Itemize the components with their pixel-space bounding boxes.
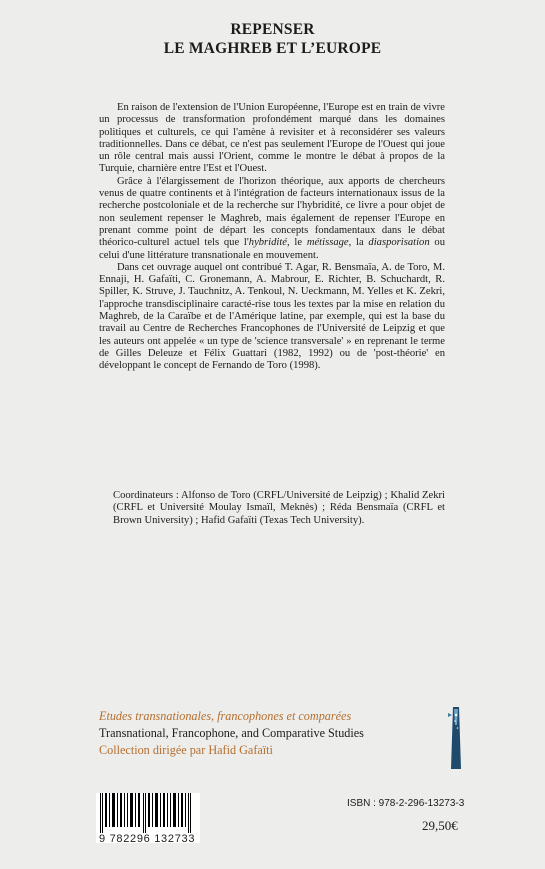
price: 29,50€ [422,818,458,833]
coordinators-note: Coordinateurs : Alfonso de Toro (CRFL/Université de Leipzig) ; Khalid Zekri (CRFL et Université Moulay Ismaïl, Meknès) ; Réda Bensmaïa (CRFL et Brown University) ; Hafid Gafaïti (Texas Tech University). [113,490,445,526]
back-cover-blurb [99,102,445,373]
paragraph-2-text: Grâce à l'élargissement de l'horizon théorique, aux apports de chercheurs venus de quatre continents et à l'intégration de facteurs internationaux issus de la recherche postcoloniale et de la recherche sur l'hybridité, ce livre a pour objet de non seulement repenser le Maghreb, mais également de repenser l'Europe en prenant comme point de départ les concepts fondamentaux dans le débat théorico-culturel actuel tels que l' [99,175,445,249]
publisher-logo-icon [445,703,467,773]
book-title [0,20,545,58]
separator: , la [348,237,369,249]
term-diasporisation: diasporisation [368,237,430,249]
series-title-english: Transnational, Francophone, and Comparative Studies [99,726,364,740]
barcode-icon [96,793,200,833]
title-line-2: LE MAGHREB ET L’EUROPE [163,40,382,57]
term-metissage: métissage [306,237,349,249]
barcode-number: 9 782296 132733 [99,833,196,845]
paragraph-2-end: ou celui d'une littérature transnationale en mouvement. [99,237,446,261]
series-director: Collection dirigée par Hafid Gafaïti [99,743,273,757]
title-line-1: REPENSER [230,21,315,38]
separator: , le [287,237,307,249]
series-title-french: Etudes transnationales, francophones et comparées [99,709,352,723]
paragraph-2 [99,176,445,262]
term-hybridite: hybridité [248,237,288,249]
series-info [99,708,429,759]
paragraph-1: En raison de l'extension de l'Union Européenne, l'Europe est en train de vivre un processus de transformation profondément marqué dans les domaines politiques et culturels, ce qui l'amène à revisiter et à reconsidérer ses valeurs traditionnelles. Dans ce débat, ce n'est pas seulement l'Europe de l'Ouest qui joue un rôle central mais aussi l'Orient, comme le montre le débat à propos de la Turquie, charnière entre l'Est et l'Ouest. [99,102,445,175]
isbn: ISBN : 978-2-296-13273-3 [347,798,465,809]
paragraph-3: Dans cet ouvrage auquel ont contribué T. Agar, R. Bensmaïa, A. de Toro, M. Ennaji, H. Gafaïti, C. Gronemann, A. Mabrour, E. Richter, B. Schuchardt, R. Spiller, K. Struve, J. Tauchnitz, A. Tenkoul, N. Ueckmann, M. Yelles et K. Zekri, l'approche transdisciplinaire caracté-rise tous les textes par la mise en relation du Maghreb, de la Caraïbe et de l'Amérique latine, par exemple, qui est la base du travail au Centre de Recherches Francophones de l'Université de Leipzig et que les auteurs ont appelée « un type de 'science transversale' » en reprenant le terme de Gilles Deleuze et Félix Guattari (1982, 1992) ou de 'post-théorie' en développant le concept de Fernando de Toro (1998). [99,261,445,372]
